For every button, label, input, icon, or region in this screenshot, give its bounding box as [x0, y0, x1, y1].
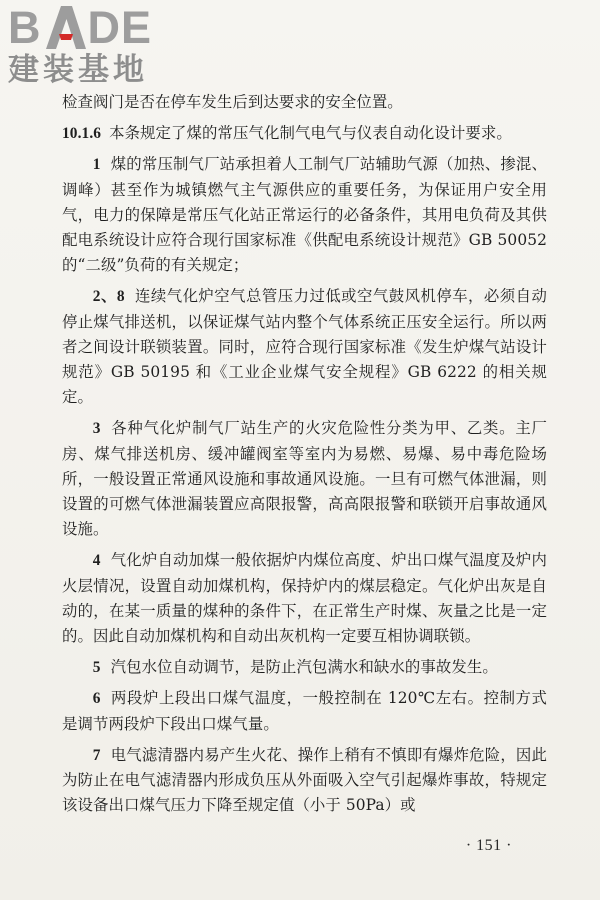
document-text — [62, 90, 547, 824]
brand-watermark — [8, 2, 178, 88]
clause-10-1-6 — [62, 121, 547, 146]
brand-letter-b: B — [8, 2, 42, 53]
item-text: 电气滤清器内易产生火花、操作上稍有不慎即有爆炸危险，因此为防止在电气滤清器内形成负压从外面吸入空气引起爆炸事故，特规定该设备出口煤气压力下降至规定值（小于 50Pa）或 — [62, 745, 547, 815]
item-number: 4 — [92, 552, 101, 570]
item-number: 6 — [92, 690, 101, 708]
item-text: 两段炉上段出口煤气温度，一般控制在 120℃左右。控制方式是调节两段炉下段出口煤气量。 — [62, 689, 547, 733]
item-5-paragraph — [62, 655, 547, 680]
item-text: 汽包水位自动调节，是防止汽包满水和缺水的事故发生。 — [110, 658, 498, 677]
item-number: 7 — [92, 746, 101, 764]
item-7-paragraph — [62, 743, 547, 819]
brand-logo — [8, 2, 178, 53]
brand-a-mark — [44, 6, 87, 49]
item-3-paragraph — [62, 416, 547, 542]
item-number: 2、8 — [92, 288, 125, 306]
item-number: 5 — [92, 659, 101, 677]
item-6-paragraph — [62, 686, 547, 736]
item-number: 3 — [92, 420, 101, 438]
item-4-paragraph — [62, 548, 547, 649]
brand-letter-a — [44, 6, 87, 49]
item-2-8-paragraph — [62, 284, 547, 410]
paragraph-text: 检查阀门是否在停车发生后到达要求的安全位置。 — [62, 93, 403, 111]
item-1-paragraph — [62, 152, 547, 278]
item-text: 连续气化炉空气总管压力过低或空气鼓风机停车，必须自动停止煤气排送机，以保证煤气站内整个气体系统正压安全运行。所以两者之间设计联锁装置。同时，应符合现行国家标准《发生炉煤气站设计规范》GB 50195 和《工业企业煤气安全规程》GB 6222 的相关规定。 — [62, 287, 547, 407]
item-number: 1 — [92, 156, 101, 174]
item-text: 煤的常压制气厂站承担着人工制气厂站辅助气源（加热、掺混、调峰）甚至作为城镇燃气主气源供应的重要任务，为保证用户安全用气，电力的保障是常压气化站正常运行的必备条件，其用电负荷及其供配电系统设计应符合现行国家标准《供配电系统设计规范》GB 50052 的“二级”负荷的有关规定； — [62, 155, 547, 275]
brand-letters-de: DE — [87, 2, 153, 53]
item-text: 气化炉自动加煤一般依据炉内煤位高度、炉出口煤气温度及炉内火层情况，设置自动加煤机构，保持炉内的煤层稳定。气化炉出灰是自动的，在某一质量的煤种的条件下，在正常生产时煤、灰量之比是一定的。因此自动加煤机构和自动出灰机构一定要互相协调联锁。 — [62, 551, 547, 646]
clause-text: 本条规定了煤的常压气化制气电气与仪表自动化设计要求。 — [109, 124, 512, 143]
page-number: · 151 · — [465, 837, 512, 854]
continuation-paragraph — [62, 90, 547, 115]
brand-subtitle: 建装基地 — [8, 52, 148, 88]
clause-number: 10.1.6 — [62, 125, 102, 143]
item-text: 各种气化炉制气厂站生产的火灾危险性分类为甲、乙类。主厂房、煤气排送机房、缓冲罐阀室等室内为易燃、易爆、易中毒危险场所，一般设置正常通风设施和事故通风设施。一旦有可燃气体泄漏，则设置的可燃气体泄漏装置应高限报警，高高限报警和联锁开启事故通风设施。 — [62, 419, 547, 539]
